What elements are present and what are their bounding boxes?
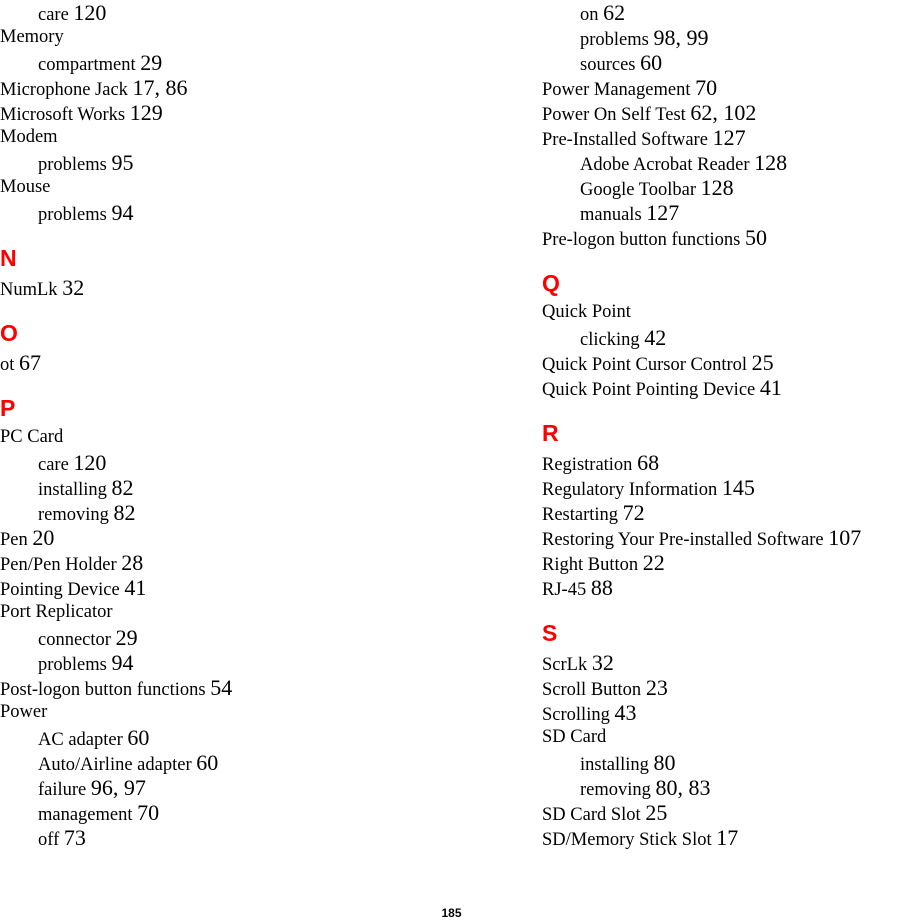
page-references: 145	[721, 475, 755, 500]
section-letter: N	[0, 245, 17, 271]
index-term: ScrLk	[542, 655, 588, 675]
index-term: Registration	[542, 455, 633, 475]
index-term: problems	[38, 155, 107, 175]
index-term: Regulatory Information	[542, 480, 718, 500]
page-references: 25	[751, 350, 774, 375]
index-subentry	[542, 150, 903, 175]
page-references: 120	[73, 0, 107, 25]
index-term: on	[580, 5, 599, 25]
index-term: Pre-Installed Software	[542, 130, 708, 150]
index-subentry	[0, 725, 440, 750]
page-references: 95	[111, 150, 134, 175]
index-entry	[0, 175, 440, 200]
page-references: 60	[196, 750, 219, 775]
index-subentry	[0, 200, 440, 225]
page-references: 41	[124, 575, 147, 600]
index-term: Quick Point Cursor Control	[542, 355, 748, 375]
page-references: 23	[645, 675, 668, 700]
page-references: 17, 86	[132, 75, 188, 100]
index-term: Restoring Your Pre-installed Software	[542, 530, 824, 550]
index-term: Pen/Pen Holder	[0, 555, 117, 575]
index-term: PC Card	[0, 427, 64, 447]
index-column-left	[0, 0, 440, 850]
index-term: installing	[580, 755, 649, 775]
index-entry	[542, 650, 903, 675]
page-references: 62, 102	[690, 100, 757, 125]
index-term: Power On Self Test	[542, 105, 686, 125]
page-references: 73	[63, 825, 86, 850]
index-entry	[0, 675, 440, 700]
index-entry	[542, 75, 903, 100]
section-letter: P	[0, 395, 16, 421]
index-term: care	[38, 455, 69, 475]
index-term: Port Replicator	[0, 602, 113, 622]
page-references: 20	[32, 525, 55, 550]
index-subentry	[542, 175, 903, 200]
index-term: removing	[580, 780, 651, 800]
index-entry	[0, 550, 440, 575]
index-term: clicking	[580, 330, 640, 350]
page-references: 50	[744, 225, 767, 250]
index-term: RJ-45	[542, 580, 587, 600]
index-entry	[542, 825, 903, 850]
index-subentry	[0, 450, 440, 475]
page-references: 29	[115, 625, 138, 650]
page-references: 107	[828, 525, 862, 550]
index-term: Microphone Jack	[0, 80, 128, 100]
index-term: SD/Memory Stick Slot	[542, 830, 712, 850]
index-term: Pointing Device	[0, 580, 120, 600]
index-subentry	[542, 25, 903, 50]
index-subentry	[0, 750, 440, 775]
page-references: 94	[111, 200, 134, 225]
index-entry	[542, 475, 903, 500]
page-references: 70	[137, 800, 160, 825]
index-term: Power	[0, 702, 48, 722]
index-entry	[0, 75, 440, 100]
index-term: sources	[580, 55, 636, 75]
index-subentry	[542, 775, 903, 800]
index-term: Adobe Acrobat Reader	[580, 155, 750, 175]
page-references: 60	[127, 725, 150, 750]
index-entry	[542, 375, 903, 400]
index-subentry	[0, 150, 440, 175]
page-references: 62	[603, 0, 626, 25]
index-term: care	[38, 5, 69, 25]
index-entry	[0, 25, 440, 50]
page-number: 185	[441, 906, 462, 920]
index-entry	[0, 350, 440, 375]
index-subentry	[0, 0, 440, 25]
index-subentry	[542, 0, 903, 25]
index-subentry	[542, 750, 903, 775]
section-letter: O	[0, 320, 18, 346]
page-references: 70	[695, 75, 718, 100]
index-term: AC adapter	[38, 730, 123, 750]
page-references: 82	[113, 500, 136, 525]
page-references: 28	[121, 550, 144, 575]
index-term: failure	[38, 780, 87, 800]
index-entry	[0, 100, 440, 125]
index-term: compartment	[38, 55, 136, 75]
page-references: 41	[759, 375, 782, 400]
index-subentry	[542, 200, 903, 225]
index-term: Microsoft Works	[0, 105, 126, 125]
index-subentry	[0, 650, 440, 675]
page-references: 29	[140, 50, 163, 75]
index-term: problems	[38, 655, 107, 675]
index-term: manuals	[580, 205, 642, 225]
section-letter: R	[542, 420, 559, 446]
index-term: installing	[38, 480, 107, 500]
page-references: 60	[640, 50, 663, 75]
section-letter: Q	[542, 270, 560, 296]
page-references: 94	[111, 650, 134, 675]
index-subentry	[542, 325, 903, 350]
index-subentry	[0, 500, 440, 525]
index-entry	[542, 125, 903, 150]
index-term: problems	[580, 30, 649, 50]
index-entry	[542, 525, 903, 550]
index-entry	[0, 575, 440, 600]
page-references: 25	[645, 800, 668, 825]
index-term: Auto/Airline adapter	[38, 755, 192, 775]
index-term: Restarting	[542, 505, 619, 525]
index-term: Quick Point	[542, 302, 631, 322]
index-term: Modem	[0, 127, 58, 147]
page-references: 80	[653, 750, 676, 775]
index-entry	[542, 725, 903, 750]
index-entry	[542, 575, 903, 600]
page-references: 129	[129, 100, 163, 125]
index-subentry	[0, 825, 440, 850]
page-references: 80, 83	[655, 775, 711, 800]
page-references: 67	[19, 350, 42, 375]
section-letter: S	[542, 620, 558, 646]
page-references: 68	[637, 450, 660, 475]
page-references: 72	[622, 500, 645, 525]
index-entry	[0, 600, 440, 625]
index-term: off	[38, 830, 60, 850]
index-entry	[542, 300, 903, 325]
index-entry	[542, 675, 903, 700]
index-term: ot	[0, 355, 15, 375]
index-entry	[542, 450, 903, 475]
page-references: 128	[700, 175, 734, 200]
page-references: 98, 99	[653, 25, 709, 50]
index-term: Scrolling	[542, 705, 610, 725]
index-term: problems	[38, 205, 107, 225]
index-term: Memory	[0, 27, 64, 47]
index-entry	[0, 700, 440, 725]
page-references: 88	[590, 575, 613, 600]
index-term: Quick Point Pointing Device	[542, 380, 756, 400]
page-references: 128	[754, 150, 788, 175]
index-entry	[542, 800, 903, 825]
page-references: 54	[210, 675, 233, 700]
page-references: 22	[642, 550, 665, 575]
index-term: SD Card	[542, 727, 607, 747]
page-references: 32	[591, 650, 614, 675]
page-references: 120	[73, 450, 107, 475]
index-subentry	[0, 800, 440, 825]
index-term: management	[38, 805, 133, 825]
index-column-right	[542, 0, 903, 850]
index-entry	[0, 425, 440, 450]
page-references: 32	[62, 275, 85, 300]
page-references: 127	[646, 200, 680, 225]
index-entry	[0, 525, 440, 550]
page-references: 127	[712, 125, 746, 150]
index-entry	[542, 350, 903, 375]
index-term: NumLk	[0, 280, 58, 300]
page-references: 43	[614, 700, 637, 725]
index-term: Power Management	[542, 80, 691, 100]
index-term: removing	[38, 505, 109, 525]
index-entry	[0, 125, 440, 150]
index-subentry	[0, 475, 440, 500]
index-term: Google Toolbar	[580, 180, 697, 200]
index-term: Pre-logon button functions	[542, 230, 741, 250]
page-references: 82	[111, 475, 134, 500]
index-entry	[542, 550, 903, 575]
index-term: Post-logon button functions	[0, 680, 206, 700]
page-references: 17	[716, 825, 739, 850]
index-term: connector	[38, 630, 111, 650]
index-entry	[542, 700, 903, 725]
index-term: Pen	[0, 530, 28, 550]
index-term: SD Card Slot	[542, 805, 641, 825]
index-entry	[542, 100, 903, 125]
page-references: 96, 97	[90, 775, 146, 800]
index-entry	[0, 275, 440, 300]
index-subentry	[0, 625, 440, 650]
index-term: Scroll Button	[542, 680, 642, 700]
index-subentry	[0, 775, 440, 800]
index-entry	[542, 225, 903, 250]
page-references: 42	[644, 325, 667, 350]
index-subentry	[0, 50, 440, 75]
index-entry	[542, 500, 903, 525]
index-term: Mouse	[0, 177, 51, 197]
index-subentry	[542, 50, 903, 75]
index-term: Right Button	[542, 555, 639, 575]
